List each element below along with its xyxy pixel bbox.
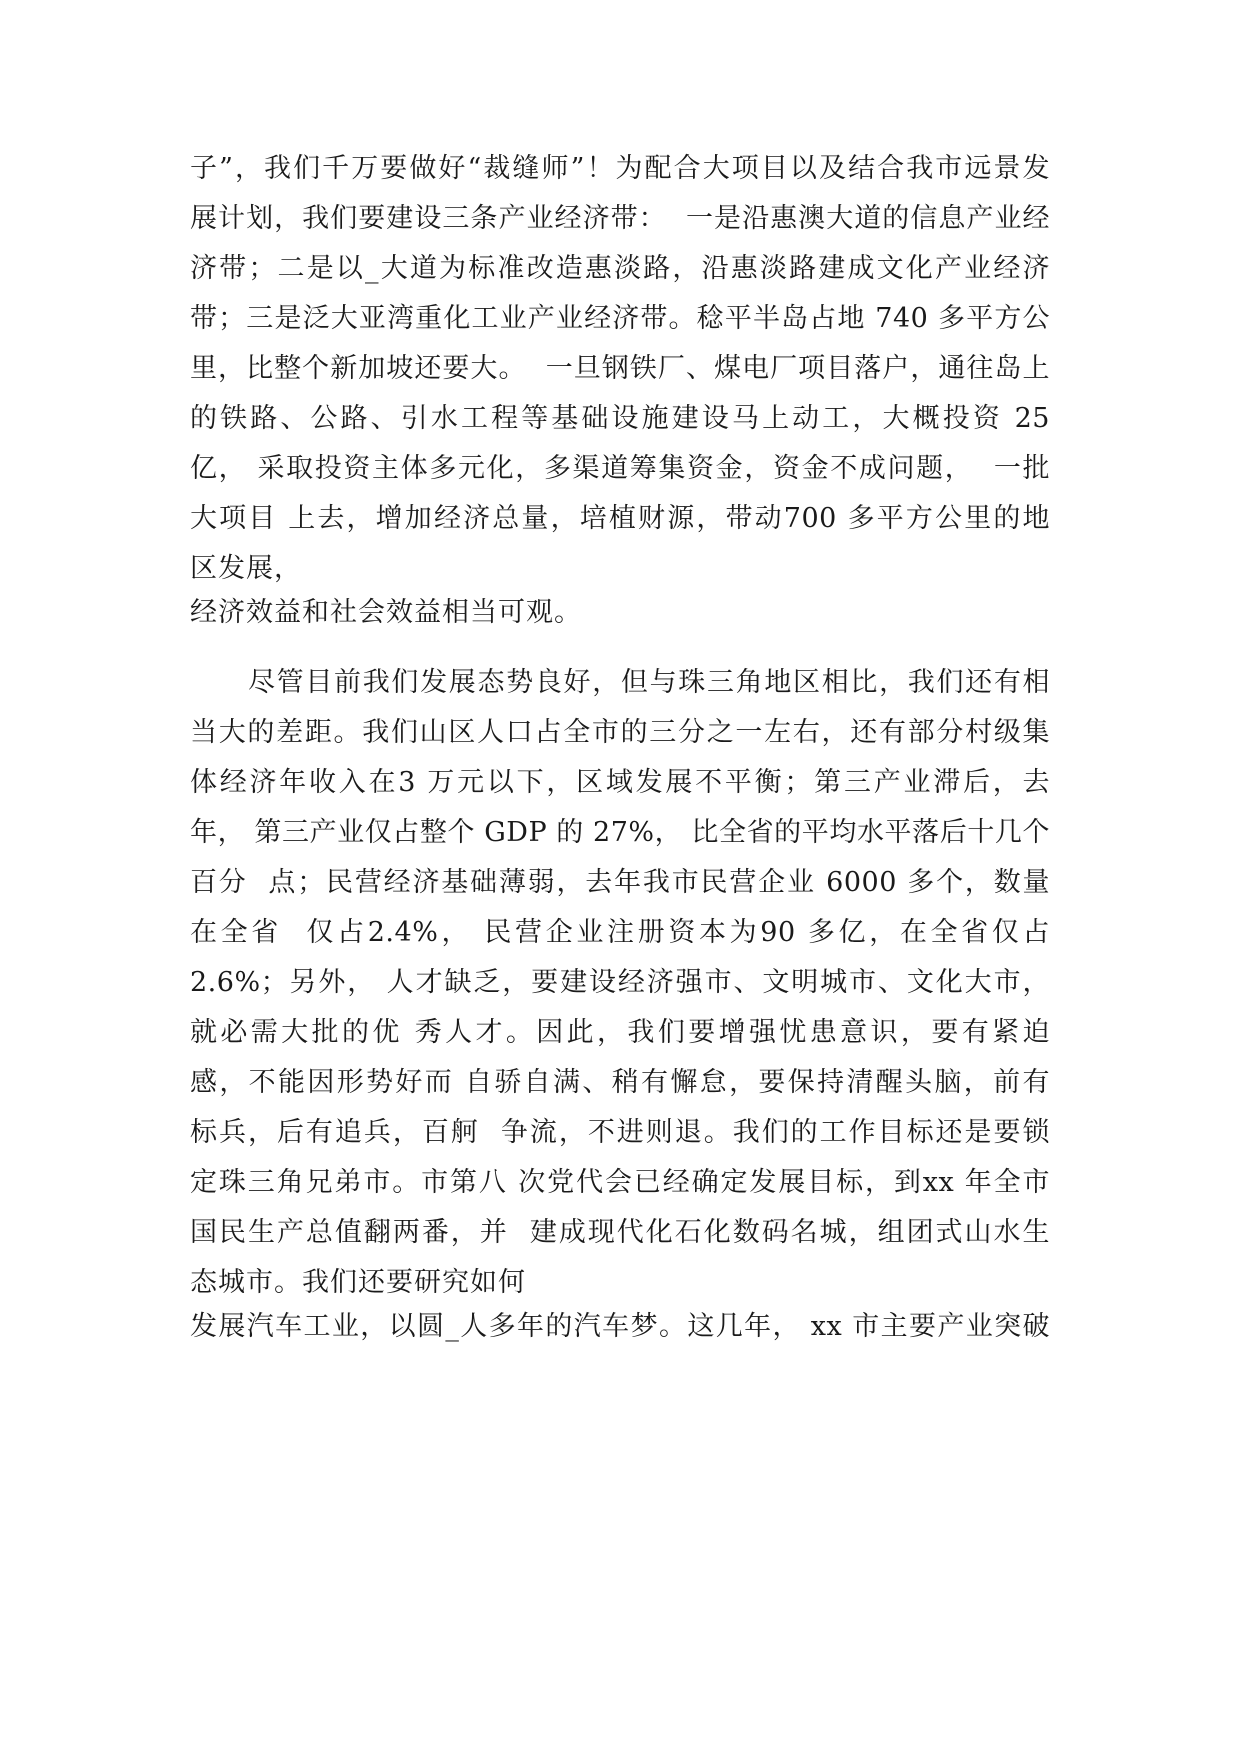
text-line: 当大的差距。我们山区人口占全市的三分之一左右，还有部分村级集 [190, 717, 1050, 748]
text-line: 展计划，我们要建设三条产业经济带： 一是沿惠澳大道的信息产业经 [190, 203, 1050, 234]
text-line: 济带；二是以_大道为标准改造惠淡路，沿惠淡路建成文化产业经济 [190, 253, 1050, 284]
text-line: 体经济年收入在3 万元以下，区域发展不平衡；第三产业滞后，去 [190, 767, 1050, 798]
text-line: 态城市。我们还要研究如何 [190, 1267, 526, 1298]
text-line: 发展汽车工业，以圆_人多年的汽车梦。这几年， xx 市主要产业突破 [190, 1311, 1050, 1342]
text-line: 定珠三角兄弟市。市第八 次党代会已经确定发展目标，到xx 年全市 [190, 1167, 1050, 1198]
text-line: 带；三是泛大亚湾重化工业产业经济带。稔平半岛占地 740 多平方公 [190, 303, 1050, 334]
text-line: 亿， 采取投资主体多元化，多渠道筹集资金，资金不成问题， 一批 [190, 453, 1050, 484]
text-line: 就必需大批的优 秀人才。因此，我们要增强忧患意识，要有紧迫 [190, 1017, 1050, 1048]
text-line: 感，不能因形势好而 自骄自满、稍有懈怠，要保持清醒头脑，前有 [190, 1067, 1050, 1098]
text-line: 国民生产总值翻两番，并 建成现代化石化数码名城，组团式山水生 [190, 1217, 1050, 1248]
text-line: 标兵，后有追兵，百舸 争流，不进则退。我们的工作目标还是要锁 [190, 1117, 1050, 1148]
paragraph-first-line: 尽管目前我们发展态势良好，但与珠三角地区相比，我们还有相 [248, 667, 1050, 698]
text-line: 百分 点；民营经济基础薄弱，去年我市民营企业 6000 多个，数量 [190, 867, 1050, 898]
text-line: 经济效益和社会效益相当可观。 [190, 597, 582, 628]
text-line: 的铁路、公路、引水工程等基础设施建设马上动工，大概投资 25 [190, 403, 1050, 434]
text-line: 子”，我们千万要做好“裁缝师”！为配合大项目以及结合我市远景发 [190, 153, 1050, 184]
text-line: 区发展， [190, 553, 302, 584]
text-line: 大项目 上去，增加经济总量，培植财源，带动700 多平方公里的地 [190, 503, 1050, 534]
text-line: 年， 第三产业仅占整个 GDP 的 27%， 比全省的平均水平落后十几个 [190, 817, 1050, 848]
text-line: 2.6%；另外， 人才缺乏，要建设经济强市、文明城市、文化大市， [190, 967, 1050, 998]
text-line: 里，比整个新加坡还要大。 一旦钢铁厂、煤电厂项目落户，通往岛上 [190, 353, 1050, 384]
text-line: 在全省 仅占2.4%， 民营企业注册资本为90 多亿，在全省仅占 [190, 917, 1050, 948]
